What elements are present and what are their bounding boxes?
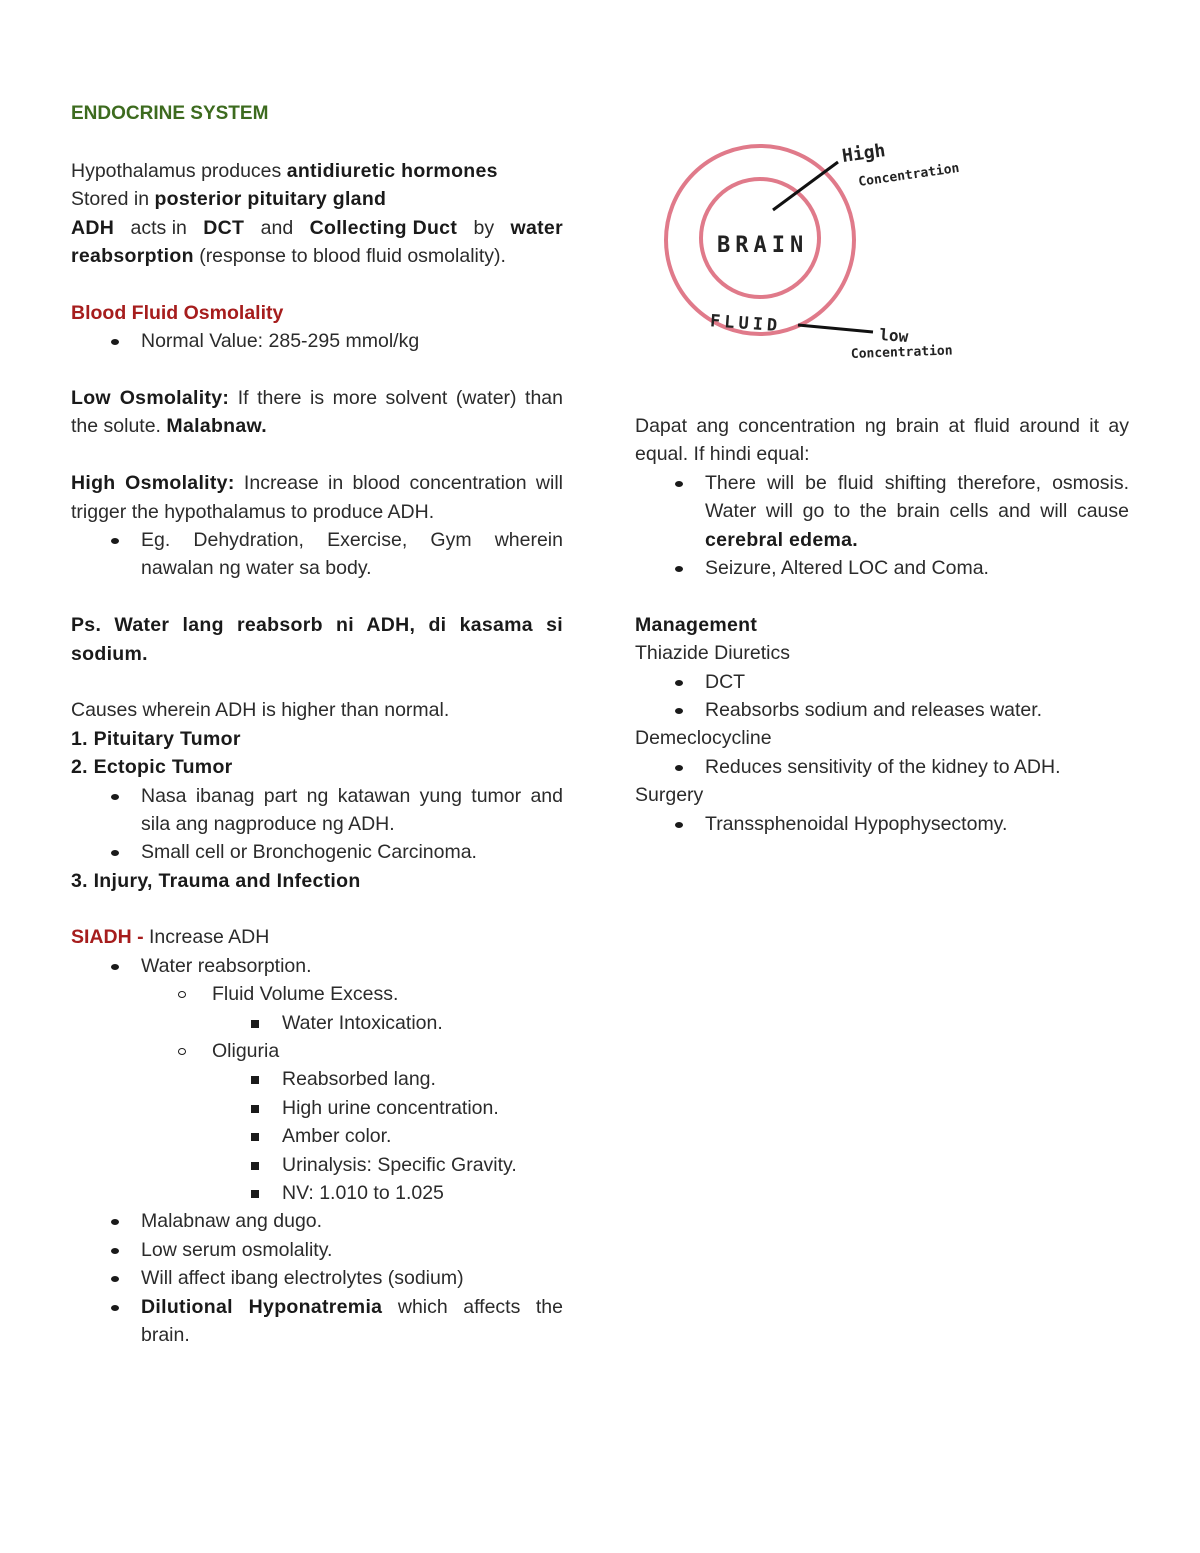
square-bullet-icon — [251, 1076, 259, 1084]
brain-fluid-diagram — [655, 140, 985, 375]
bullet-icon — [111, 538, 119, 544]
bullet-icon — [111, 964, 119, 970]
list-item: Fluid Volume Excess. — [71, 980, 563, 1008]
list-item: Reabsorbed lang. — [71, 1065, 563, 1093]
high-concentration-label: Concentration — [857, 160, 961, 190]
square-bullet-icon — [251, 1105, 259, 1113]
square-bullet-icon — [251, 1133, 259, 1141]
cause-2: 2. Ectopic Tumor — [71, 756, 233, 779]
cause-1: 1. Pituitary Tumor — [71, 727, 241, 750]
list-item: Reabsorbs sodium and releases water. — [635, 696, 1129, 724]
square-bullet-icon — [251, 1020, 259, 1028]
list-item: Transsphenoidal Hypophysectomy. — [635, 810, 1129, 838]
document-title: ENDOCRINE SYSTEM — [71, 103, 269, 124]
high-osmolality-paragraph: High Osmolality: Increase in blood concentration will trigger the hypothalamus to produce ADH. — [71, 472, 563, 523]
list-item: High urine concentration. — [71, 1094, 563, 1122]
circle-bullet-icon — [178, 991, 186, 998]
list-item: There will be fluid shifting therefore, osmosis. Water will go to the brain cells and will cause cerebral edema. — [635, 469, 1129, 554]
bullet-icon — [111, 339, 119, 345]
bullet-icon — [675, 822, 683, 828]
bullet-icon — [675, 708, 683, 714]
intro-line-1: Hypothalamus produces antidiuretic hormones — [71, 159, 498, 182]
intro-line-3: ADH acts in DCT and Collecting Duct by water — [71, 216, 563, 239]
bullet-icon — [675, 481, 683, 487]
osmolality-heading: Blood Fluid Osmolality — [71, 301, 284, 324]
causes-intro: Causes wherein ADH is higher than normal. — [71, 699, 450, 722]
list-item: Seizure, Altered LOC and Coma. — [635, 554, 1129, 582]
bullet-icon — [111, 1305, 119, 1311]
list-item: Eg. Dehydration, Exercise, Gym wherein nawalan ng water sa body. — [71, 526, 563, 583]
list-item: Dilutional Hyponatremia which affects the brain. — [71, 1293, 563, 1350]
list-item: Reduces sensitivity of the kidney to ADH. — [635, 753, 1129, 781]
low-label: low — [878, 325, 909, 347]
management-heading: Management — [635, 613, 758, 636]
circle-bullet-icon — [178, 1048, 186, 1055]
thiazide-heading: Thiazide Diuretics — [635, 642, 790, 665]
demeclocycline-heading: Demeclocycline — [635, 727, 772, 750]
bullet-icon — [111, 1248, 119, 1254]
low-pointer-line — [798, 325, 873, 332]
equal-concentration-paragraph: Dapat ang concentration ng brain at fluid around it ay equal. If hindi equal: — [635, 415, 1129, 466]
cause-3: 3. Injury, Trauma and Infection — [71, 869, 361, 892]
fluid-label: FLUID — [709, 311, 782, 337]
intro-line-2: Stored in posterior pituitary gland — [71, 188, 387, 211]
list-item: Will affect ibang electrolytes (sodium) — [71, 1264, 563, 1292]
bullet-icon — [111, 1276, 119, 1282]
bullet-icon — [111, 850, 119, 856]
surgery-heading: Surgery — [635, 784, 704, 807]
square-bullet-icon — [251, 1162, 259, 1170]
bullet-icon — [675, 566, 683, 572]
bullet-icon — [675, 765, 683, 771]
left-column — [71, 100, 563, 1349]
right-column — [635, 412, 1129, 838]
list-item: DCT — [635, 668, 1129, 696]
low-osmolality-paragraph: Low Osmolality: If there is more solvent (water) than the solute. Malabnaw. — [71, 386, 563, 438]
list-item: Urinalysis: Specific Gravity. — [71, 1151, 563, 1179]
list-item: Water Intoxication. — [71, 1009, 563, 1037]
list-item: Normal Value: 285-295 mmol/kg — [71, 327, 563, 355]
list-item: NV: 1.010 to 1.025 — [71, 1179, 563, 1207]
bullet-icon — [111, 794, 119, 800]
bullet-icon — [675, 680, 683, 686]
list-item: Oliguria — [71, 1037, 563, 1065]
ps-note: Ps. Water lang reabsorb ni ADH, di kasama si sodium. — [71, 614, 563, 665]
brain-label: BRAIN — [717, 233, 809, 258]
siadh-heading: SIADH - Increase ADH — [71, 926, 270, 949]
intro-line-4: reabsorption (response to blood fluid osmolality). — [71, 244, 506, 267]
square-bullet-icon — [251, 1190, 259, 1198]
list-item: Nasa ibanag part ng katawan yung tumor and sila ang nagproduce ng ADH. — [71, 782, 563, 839]
low-concentration-label: Concentration — [850, 343, 953, 362]
list-item: Low serum osmolality. — [71, 1236, 563, 1264]
high-label: High — [840, 140, 887, 167]
list-item: Amber color. — [71, 1122, 563, 1150]
bullet-icon — [111, 1219, 119, 1225]
list-item: Small cell or Bronchogenic Carcinoma. — [71, 838, 563, 866]
list-item: Water reabsorption. — [71, 952, 563, 980]
list-item: Malabnaw ang dugo. — [71, 1207, 563, 1235]
